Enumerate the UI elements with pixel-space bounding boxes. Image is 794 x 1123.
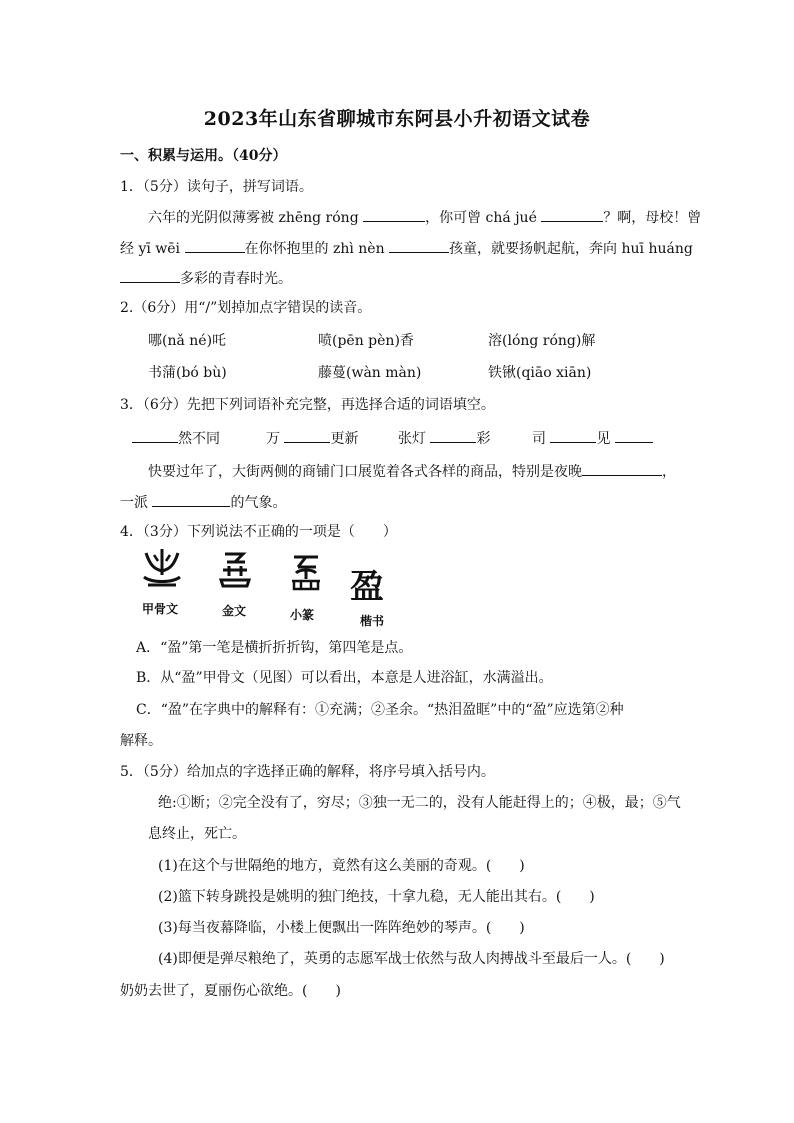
q1-text: 在你怀抱里的 zhì nèn <box>244 241 385 257</box>
seal-glyph-image <box>288 551 324 595</box>
q3-word-4 <box>532 428 653 449</box>
q3-sentence-1 <box>148 461 676 482</box>
q1-blank-2[interactable] <box>541 207 603 222</box>
q3-text: 然不同 <box>178 431 220 447</box>
q2-item: 铁锹(qiāo xiān) <box>488 365 592 381</box>
q5-sentence-5: 奶奶去世了，夏丽伤心欲绝。( ) <box>120 983 341 999</box>
q1-text: 孩童，就要扬帆起航，奔向 huī huáng <box>449 241 693 257</box>
glyph-label: 甲骨文 <box>142 602 179 616</box>
q3-blank[interactable] <box>615 428 653 443</box>
q1-text: 多彩的青春时光。 <box>180 271 292 287</box>
oracle-bone-glyph-image <box>140 545 184 591</box>
q1-blank-4[interactable] <box>389 238 449 253</box>
q3-text: ， <box>662 464 676 480</box>
q3-blank[interactable] <box>430 428 476 443</box>
q4-option-a: A．“盈”第一笔是横折折折钩，第四笔是点。 <box>136 640 413 656</box>
section-heading: 一、积累与运用。（40分） <box>120 148 287 164</box>
q1-text: 六年的光阴似薄雾被 zhēng róng <box>148 210 359 226</box>
q5-sentence-3: (3)每当夜幕降临，小楼上便飘出一阵阵绝妙的琴声。( ) <box>158 920 525 936</box>
q3-text: 一派 <box>120 495 148 511</box>
q1-blank-3[interactable] <box>185 238 245 253</box>
q1-blank-5[interactable] <box>120 268 180 283</box>
q1-line-2 <box>120 238 693 259</box>
q1-heading: 1．（5分）读句子，拼写词语。 <box>120 179 313 195</box>
q5-definition-cont: 息终止，死亡。 <box>148 826 246 842</box>
page-title: 2023年山东省聊城市东阿县小升初语文试卷 <box>203 108 591 130</box>
glyph-label: 小篆 <box>290 608 315 622</box>
q5-sentence-1: (1)在这个与世隔绝的地方，竟然有这么美丽的奇观。( ) <box>158 858 525 874</box>
q3-heading: 3．（6分）先把下列词语补充完整，再选择合适的词语填空。 <box>120 397 495 413</box>
q2-item: 藤蔓(wàn màn) <box>318 365 422 381</box>
regular-script-glyph: 盈 <box>350 567 384 607</box>
q3-word-1 <box>132 428 220 449</box>
q3-sentence-2 <box>120 492 286 513</box>
q1-line-3 <box>120 268 292 289</box>
q1-blank-1[interactable] <box>363 207 425 222</box>
bronze-glyph-image <box>217 548 253 592</box>
q5-heading: 5．（5分）给加点的字选择正确的解释，将序号填入括号内。 <box>120 764 495 780</box>
q3-word-3 <box>398 428 490 449</box>
q2-item: 书蒲(bó bù) <box>148 365 227 381</box>
q3-text: 更新 <box>330 431 359 447</box>
q2-item: 溶(lóng róng)解 <box>488 333 596 349</box>
q5-sentence-4: (4)即便是弹尽粮绝了，英勇的志愿军战士依然与敌人肉搏战斗至最后一人。( ) <box>158 951 665 967</box>
q4-option-b: B．从“盈”甲骨文（见图）可以看出，本意是人进浴缸，水满溢出。 <box>136 670 553 686</box>
q2-heading: 2.（6分）用“/”划掉加点字错误的读音。 <box>120 300 372 316</box>
q4-heading: 4．（3分）下列说法不正确的一项是（ ） <box>120 524 397 540</box>
q3-text: 万 <box>266 431 280 447</box>
q5-definition: 绝:①断；②完全没有了，穷尽；③独一无二的，没有人能赶得上的；④极，最；⑤气 <box>158 795 681 811</box>
q3-text: 司 <box>532 431 546 447</box>
q4-option-c-cont: 解释。 <box>120 733 162 749</box>
q1-text: ，你可曾 chá jué <box>425 210 537 226</box>
q4-option-c: C．“盈”在字典中的解释有：①充满；②圣余。“热泪盈眶”中的“盈”应选第②种 <box>136 702 624 718</box>
q2-item: 哪(nǎ né)吒 <box>148 333 227 349</box>
q5-sentence-2: (2)篮下转身跳投是姚明的独门绝技，十拿九稳，无人能出其右。( ) <box>158 889 595 905</box>
q3-text: 的气象。 <box>230 495 287 511</box>
q1-text: 经 yī wēi <box>120 241 181 257</box>
q3-blank[interactable] <box>284 428 330 443</box>
q3-blank[interactable] <box>132 428 178 443</box>
q2-item: 喷(pēn pèn)香 <box>318 333 414 349</box>
q3-text: 见 <box>596 431 611 447</box>
q3-word-2 <box>266 428 358 449</box>
q3-text: 快要过年了，大街两侧的商铺门口展览着各式各样的商品，特别是夜晚 <box>148 464 582 480</box>
q3-text: 张灯 <box>398 431 426 447</box>
q3-blank[interactable] <box>152 492 230 507</box>
glyph-label: 楷书 <box>360 614 385 628</box>
glyph-label: 金文 <box>222 604 247 618</box>
q3-blank[interactable] <box>550 428 596 443</box>
q3-blank[interactable] <box>582 461 662 476</box>
q1-line-1 <box>148 207 701 228</box>
q1-text: ？啊，母校！曾 <box>603 210 702 226</box>
q3-text: 彩 <box>476 431 491 447</box>
